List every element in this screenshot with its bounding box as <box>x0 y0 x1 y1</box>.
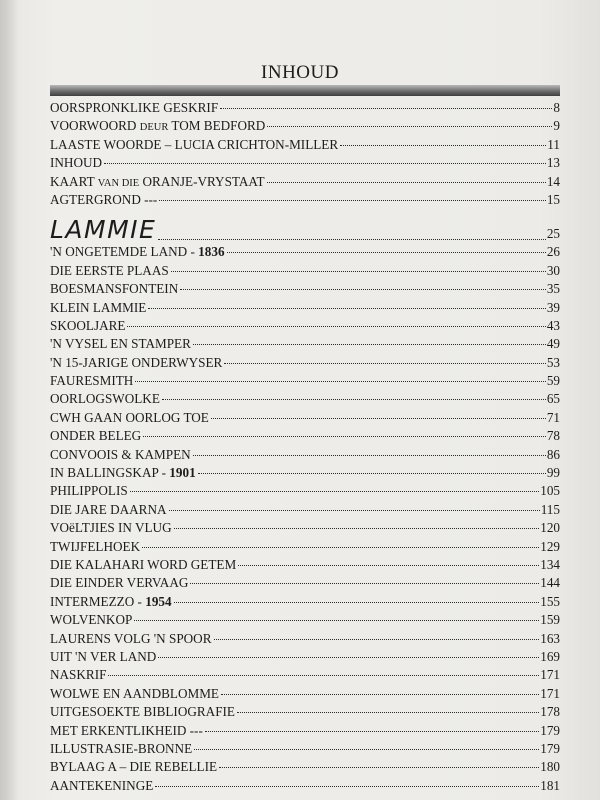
dot-leader <box>267 126 552 127</box>
toc-entry <box>50 428 560 446</box>
dot-leader <box>130 491 540 492</box>
toc-entry-title: PHILIPPOLIS <box>50 483 128 499</box>
toc-entry-title: CWH GAAN OORLOG TOE <box>50 409 209 425</box>
title-year: 1901 <box>169 465 196 481</box>
toc-entry-title: OORLOGSWOLKE <box>50 391 160 407</box>
toc-entry-title <box>50 594 172 610</box>
toc-entry <box>50 465 560 483</box>
dot-leader <box>127 326 545 327</box>
toc-entry-title: WOLVENKOP <box>50 612 133 628</box>
toc-page-number: 178 <box>540 704 560 720</box>
toc-page-number: 39 <box>546 299 560 315</box>
dot-leader <box>198 473 546 474</box>
dot-leader <box>148 308 545 309</box>
title-year: 1836 <box>198 244 225 260</box>
spine-shadow <box>0 0 18 800</box>
toc-entry-title: DIE KALAHARI WORD GETEM <box>50 556 237 572</box>
toc-page-number: 78 <box>546 428 560 444</box>
toc-entry <box>50 373 560 391</box>
toc-page-number: 171 <box>540 685 560 701</box>
toc-entry <box>50 263 560 281</box>
toc-page-number: 59 <box>546 373 560 389</box>
toc-page-number: 26 <box>546 244 560 260</box>
toc-page-number: 159 <box>540 612 560 628</box>
toc-entry <box>50 502 560 520</box>
toc-entry <box>50 118 560 136</box>
toc-page-number: 65 <box>546 391 560 407</box>
dot-leader <box>171 271 546 272</box>
toc-entry-title: MET ERKENTLIKHEID --- <box>50 722 203 738</box>
toc-page-number: 11 <box>547 136 560 152</box>
title-part-small: DEUR <box>139 122 169 134</box>
toc-entry-title: DIE JARE DAARNA <box>50 501 167 517</box>
title-part: INTERMEZZO - <box>50 593 146 609</box>
toc-entry <box>50 355 560 373</box>
toc-entry-title: VOëLTJIES IN VLUG <box>50 520 172 536</box>
toc-entry <box>50 391 560 409</box>
title-year: 1954 <box>145 593 172 609</box>
dot-leader <box>135 381 546 382</box>
toc-entry-title: BYLAAG A – DIE REBELLIE <box>50 759 218 775</box>
dot-leader <box>190 583 539 584</box>
toc-entry-title: UIT 'N VER LAND <box>50 648 157 664</box>
toc-entry <box>50 575 560 593</box>
dot-leader <box>158 657 539 658</box>
dot-leader <box>220 108 552 109</box>
toc-entry-title: FAURESMITH <box>50 373 134 389</box>
toc-entry <box>50 410 560 428</box>
toc-entry <box>50 778 560 796</box>
dot-leader <box>142 547 539 548</box>
toc-entry-title: OORSPRONKLIKE GESKRIF <box>50 100 219 115</box>
title-part: KAART <box>50 173 95 189</box>
toc-entry <box>50 244 560 262</box>
dot-leader <box>221 694 539 695</box>
toc-entry <box>50 741 560 759</box>
toc-page-number: 25 <box>546 226 560 242</box>
toc-entry-title: 'N 15-JARIGE ONDERWYSER <box>50 354 223 370</box>
toc-entry-title: AANTEKENINGE <box>50 777 154 793</box>
toc-entry <box>50 192 560 210</box>
toc-entry-title: DIE EERSTE PLAAS <box>50 262 169 278</box>
dot-leader <box>205 731 539 732</box>
toc-entry-title: UITGESOEKTE BIBLIOGRAFIE <box>50 704 235 720</box>
toc-page-number: 181 <box>540 777 560 793</box>
dot-leader <box>180 289 546 290</box>
table-of-contents <box>50 100 560 796</box>
dot-leader <box>219 767 539 768</box>
title-part: TOM BEDFORD <box>171 118 266 134</box>
toc-page-number: 35 <box>546 281 560 297</box>
dot-leader <box>108 675 539 676</box>
toc-page-number: 13 <box>546 155 560 171</box>
toc-entry-title: WOLWE EN AANDBLOMME <box>50 685 219 701</box>
toc-entry <box>50 594 560 612</box>
toc-page-number: 9 <box>553 118 560 134</box>
toc-entry-title: LAASTE WOORDE – LUCIA CRICHTON-MILLER <box>50 136 339 152</box>
toc-entry <box>50 667 560 685</box>
toc-entry <box>50 447 560 465</box>
toc-page-number: 99 <box>546 465 560 481</box>
page-title: INHOUD <box>261 62 339 83</box>
toc-page-number: 179 <box>540 740 560 756</box>
toc-page-number: 71 <box>546 409 560 425</box>
toc-page-number: 49 <box>546 336 560 352</box>
dot-leader <box>158 239 545 240</box>
dot-leader <box>193 344 546 345</box>
toc-entry <box>50 649 560 667</box>
toc-entry <box>50 539 560 557</box>
toc-page-number: 144 <box>540 575 560 591</box>
toc-entry <box>50 281 560 299</box>
toc-page-number: 86 <box>546 446 560 462</box>
toc-entry <box>50 300 560 318</box>
toc-entry-title <box>50 174 265 190</box>
toc-entry-title: BOESMANSFONTEIN <box>50 281 179 297</box>
toc-page-number: 171 <box>540 667 560 683</box>
toc-page-number: 134 <box>540 556 560 572</box>
toc-entry-title: NASKRIF <box>50 667 107 683</box>
toc-page-number: 43 <box>546 317 560 333</box>
toc-page-number: 53 <box>546 354 560 370</box>
dot-leader <box>237 712 539 713</box>
dot-leader <box>174 528 540 529</box>
title-part: ORANJE-VRYSTAAT <box>142 173 265 189</box>
toc-entry-title: ONDER BELEG <box>50 428 142 444</box>
toc-entry <box>50 336 560 354</box>
dot-leader <box>134 620 539 621</box>
toc-section-heading <box>50 210 560 244</box>
toc-page-number: 120 <box>540 520 560 536</box>
dot-leader <box>162 399 546 400</box>
toc-entry <box>50 520 560 538</box>
dot-leader <box>104 163 546 164</box>
toc-entry-title <box>50 465 196 481</box>
dot-leader <box>340 145 546 146</box>
section-title: LAMMIE <box>50 215 157 245</box>
dot-leader <box>155 786 539 787</box>
toc-entry-title <box>50 244 225 260</box>
toc-entry <box>50 612 560 630</box>
toc-page-number: 15 <box>546 191 560 207</box>
dot-leader <box>169 510 540 511</box>
toc-entry <box>50 631 560 649</box>
toc-entry <box>50 704 560 722</box>
toc-entry-title: CONVOOIS & KAMPEN <box>50 446 191 462</box>
dot-leader <box>174 602 540 603</box>
toc-entry-title: TWIJFELHOEK <box>50 538 141 554</box>
dot-leader <box>224 363 545 364</box>
dot-leader <box>211 418 546 419</box>
title-part: IN BALLINGSKAP - <box>50 465 170 481</box>
toc-page-number: 30 <box>546 262 560 278</box>
dot-leader <box>193 455 546 456</box>
toc-entry <box>50 759 560 777</box>
title-part: VOORWOORD <box>50 118 137 134</box>
toc-page-number: 14 <box>546 173 560 189</box>
toc-entry-title: SKOOLJARE <box>50 317 126 333</box>
dot-leader <box>238 565 539 566</box>
toc-entry-title: ILLUSTRASIE-BRONNE <box>50 740 193 756</box>
dot-leader <box>227 252 546 253</box>
toc-entry-title: KLEIN LAMMIE <box>50 299 147 315</box>
toc-entry-title: DIE EINDER VERVAAG <box>50 575 189 591</box>
dot-leader <box>194 749 539 750</box>
toc-entry <box>50 100 560 118</box>
toc-entry <box>50 483 560 501</box>
toc-entry-title <box>50 118 265 134</box>
title-part-small: VAN DIE <box>97 177 140 189</box>
toc-entry <box>50 557 560 575</box>
toc-page-number: 180 <box>540 759 560 775</box>
toc-entry-title: AGTERGROND --- <box>50 191 158 207</box>
dot-leader <box>214 639 540 640</box>
toc-entry-title: LAURENS VOLG 'N SPOOR <box>50 630 212 646</box>
dot-leader <box>143 436 546 437</box>
toc-entry <box>50 723 560 741</box>
toc-page-number: 179 <box>540 722 560 738</box>
toc-entry <box>50 174 560 192</box>
toc-page-number: 163 <box>540 630 560 646</box>
toc-page-number: 155 <box>540 593 560 609</box>
toc-page-number: 169 <box>540 648 560 664</box>
toc-entry <box>50 318 560 336</box>
title-part: 'N ONGETEMDE LAND - <box>50 244 199 260</box>
toc-entry <box>50 686 560 704</box>
toc-entry-title: 'N VYSEL EN STAMPER <box>50 336 191 352</box>
title-rule <box>50 85 560 96</box>
dot-leader <box>267 182 546 183</box>
toc-page-number: 129 <box>540 538 560 554</box>
toc-page-number: 8 <box>553 100 560 115</box>
toc-page-number: 115 <box>540 501 560 517</box>
toc-entry-title: INHOUD <box>50 155 103 171</box>
toc-entry <box>50 155 560 173</box>
toc-page-number: 105 <box>540 483 560 499</box>
dot-leader <box>159 200 545 201</box>
toc-entry <box>50 137 560 155</box>
